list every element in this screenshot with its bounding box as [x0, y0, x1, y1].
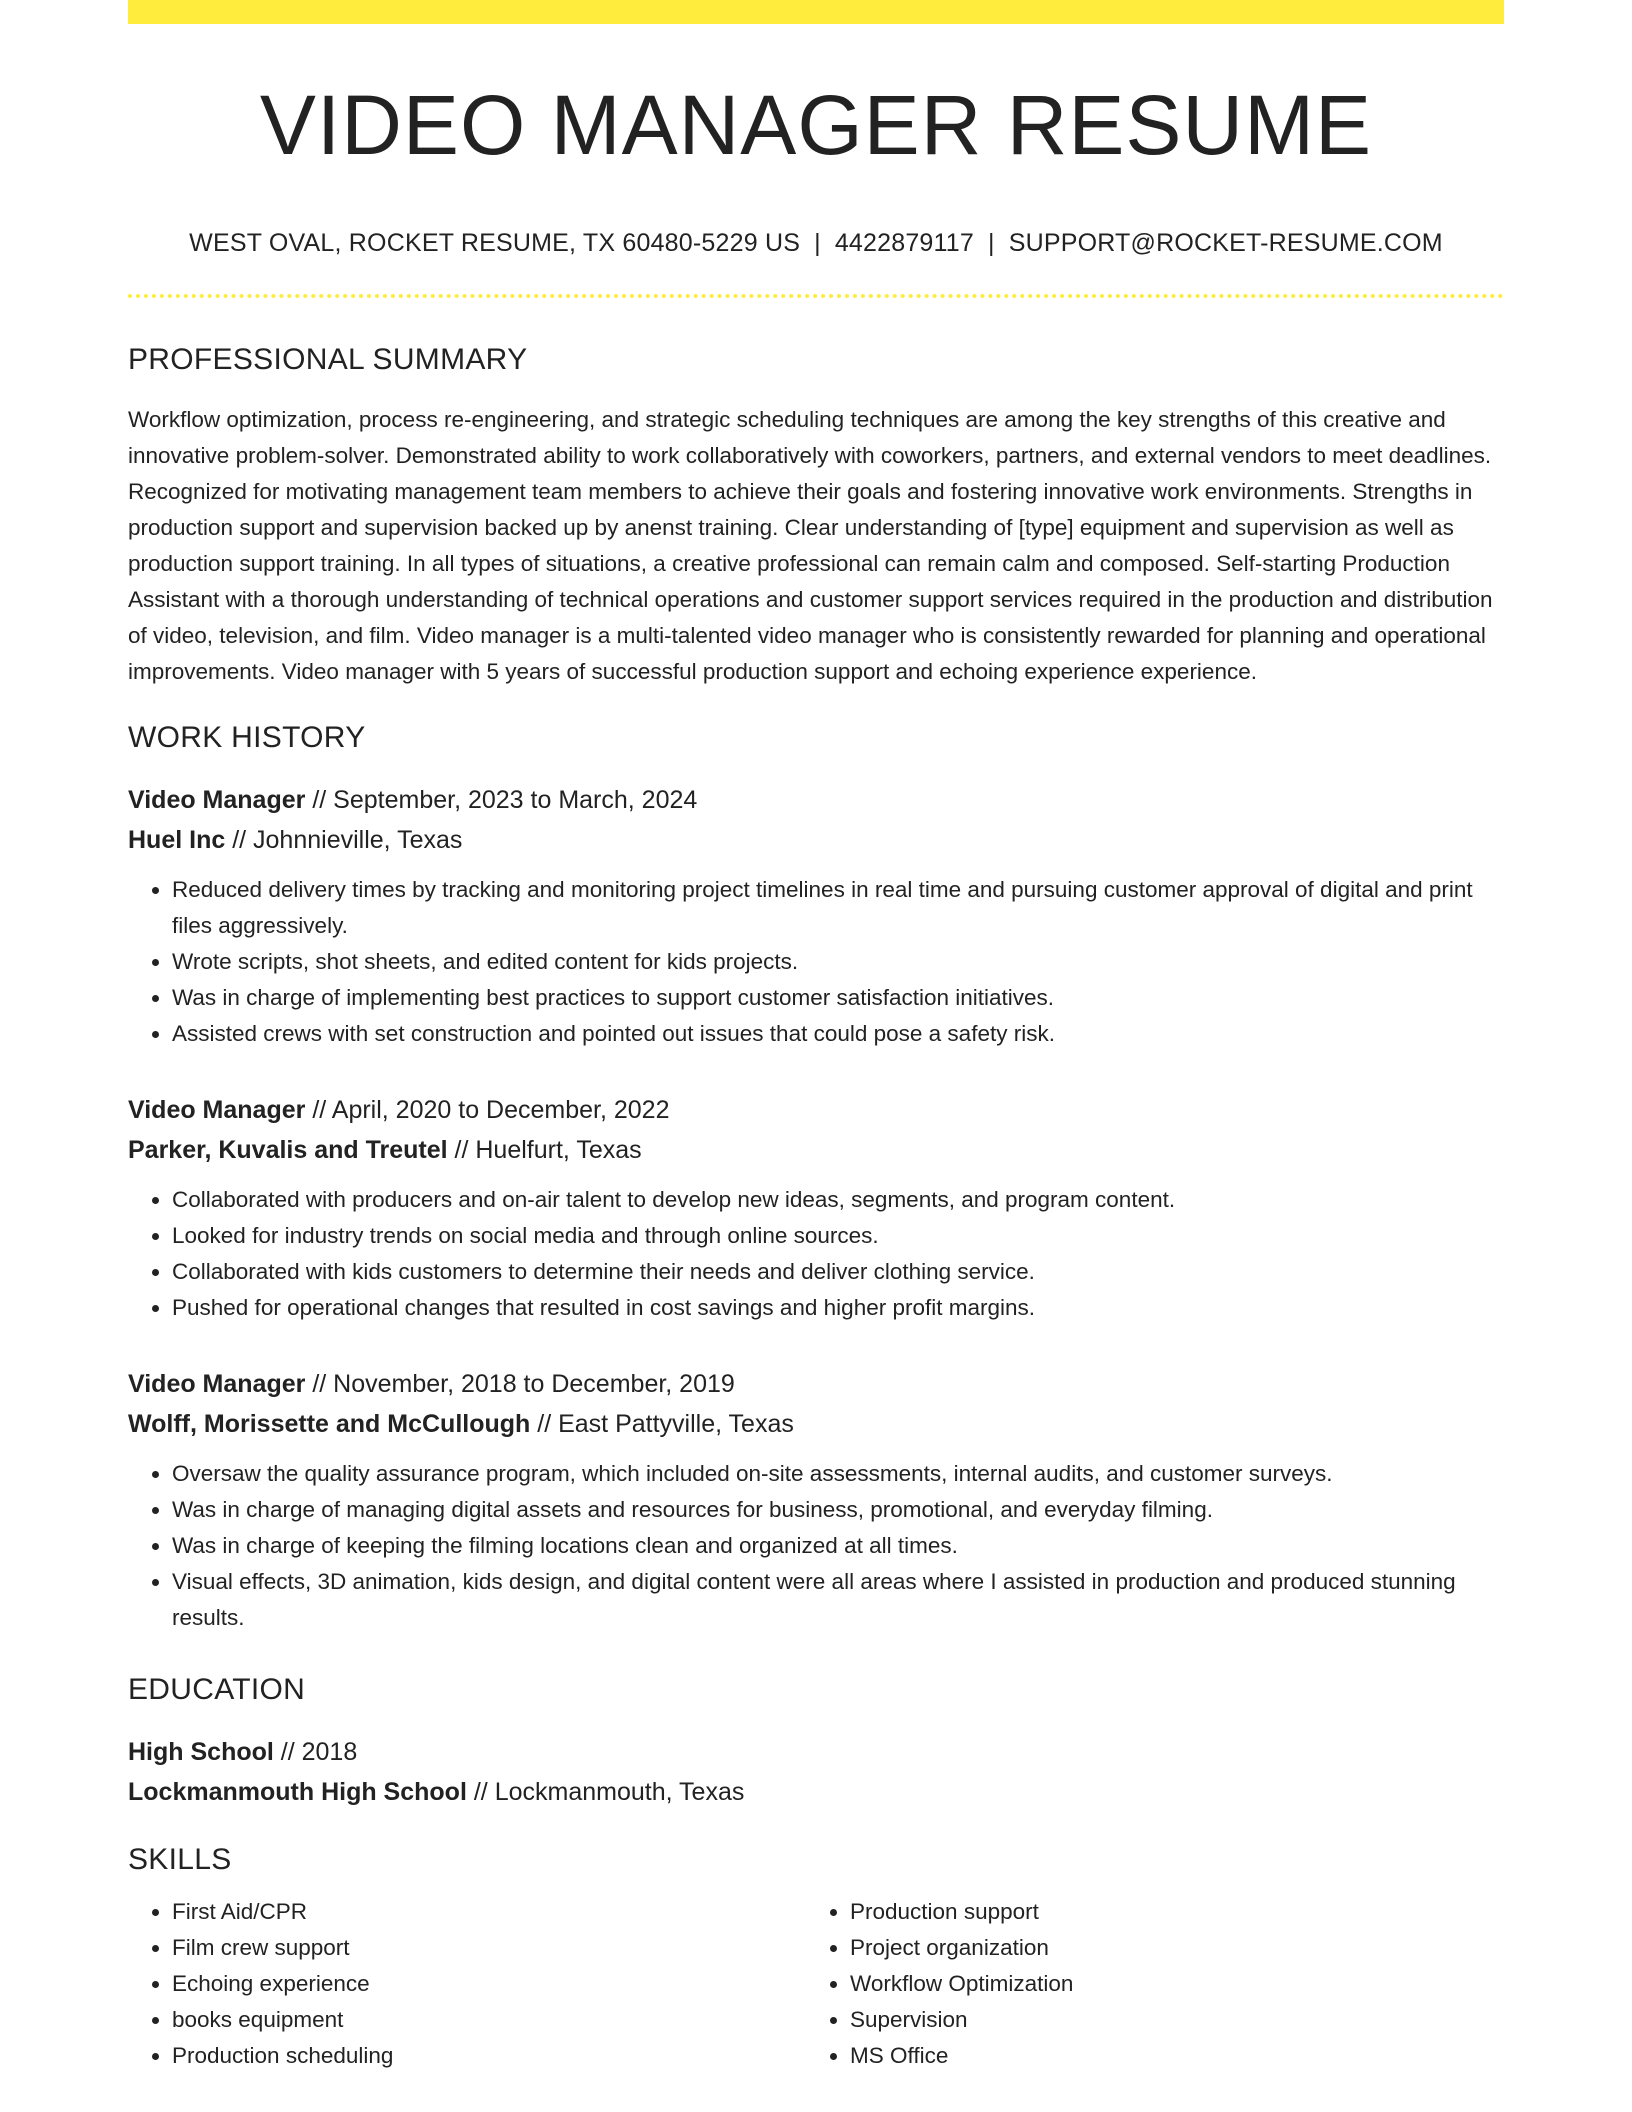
skill-item: • Echoing experience [172, 1966, 806, 2002]
contact-email: SUPPORT@ROCKET-RESUME.COM [1008, 229, 1443, 257]
job-bullets [128, 872, 1504, 1052]
summary-heading: PROFESSIONAL SUMMARY [128, 343, 528, 376]
accent-top-bar [128, 0, 1504, 24]
job-location: // Huelfurt, Texas [447, 1136, 642, 1164]
job-company-line [128, 820, 1504, 860]
skills-grid [128, 1894, 1504, 2074]
dotted-divider [128, 294, 1504, 298]
job-bullet: • Assisted crews with set construction and pointed out issues that could pose a safety risk. [172, 1016, 1504, 1052]
skills-column-right [806, 1894, 1484, 2074]
job-location: // East Pattyville, Texas [530, 1410, 794, 1438]
skill-item: • Project organization [850, 1930, 1484, 1966]
job-bullet: • Wrote scripts, shot sheets, and edited content for kids projects. [172, 944, 1504, 980]
job-bullet: • Was in charge of keeping the filming locations clean and organized at all times. [172, 1528, 1504, 1564]
skills-heading: SKILLS [128, 1843, 232, 1876]
job-bullet: • Looked for industry trends on social media and through online sources. [172, 1218, 1504, 1254]
contact-line [128, 228, 1504, 258]
skill-item: • First Aid/CPR [172, 1894, 806, 1930]
job-company: Wolff, Morissette and McCullough [128, 1410, 531, 1438]
summary-text: Workflow optimization, process re-engineering, and strategic scheduling techniques are among the key strengths of this creative and innovative problem-solver. Demonstrated ability to work collaboratively with coworkers, partners, and external vendors to meet deadlines. Recognized for motivating management team members to achieve their goals and fostering innovative work environments. Strengths in production support and supervision backed up by anenst training. Clear understanding of [type] equipment and supervision as well as production support training. In all types of situations, a creative professional can remain calm and composed. Self-starting Production Assistant with a thorough understanding of technical operations and customer support services required in the production and distribution of video, television, and film. Video manager is a multi-talented video manager who is consistently rewarded for planning and operational improvements. Video manager with 5 years of successful production support and echoing experience experience. [128, 407, 1493, 684]
resume-page [128, 0, 1504, 2074]
job-company-line [128, 1404, 1504, 1444]
contact-phone: 4422879117 [834, 229, 974, 257]
skill-item: • Workflow Optimization [850, 1966, 1484, 2002]
job-bullets [128, 1456, 1504, 1636]
education-degree-line [128, 1732, 1504, 1772]
job-bullet: • Visual effects, 3D animation, kids design, and digital content were all areas where I assisted in production and produced stunning results. [172, 1564, 1504, 1636]
job-role: Video Manager [128, 1096, 306, 1124]
job-entry [128, 780, 1504, 1052]
contact-separator: | [988, 229, 995, 257]
resume-title: VIDEO MANAGER RESUME [259, 78, 1373, 172]
job-bullet: • Collaborated with kids customers to determine their needs and deliver clothing service. [172, 1254, 1504, 1290]
contact-separator: | [814, 229, 821, 257]
skill-item: • Supervision [850, 2002, 1484, 2038]
job-role-line [128, 1090, 1504, 1130]
job-dates: // November, 2018 to December, 2019 [305, 1370, 735, 1398]
job-entry [128, 1364, 1504, 1636]
job-bullet: • Reduced delivery times by tracking and monitoring project timelines in real time and pursuing customer approval of digital and print files aggressively. [172, 872, 1504, 944]
job-company-line [128, 1130, 1504, 1170]
job-role-line [128, 1364, 1504, 1404]
education-heading: EDUCATION [128, 1673, 306, 1706]
education-location: // Lockmanmouth, Texas [466, 1778, 745, 1806]
job-bullet: • Was in charge of implementing best practices to support customer satisfaction initiatives. [172, 980, 1504, 1016]
job-company: Huel Inc [128, 826, 226, 854]
education-school: Lockmanmouth High School [128, 1778, 467, 1806]
job-bullet: • Oversaw the quality assurance program, which included on-site assessments, internal audits, and customer surveys. [172, 1456, 1504, 1492]
job-role: Video Manager [128, 1370, 306, 1398]
job-dates: // September, 2023 to March, 2024 [305, 786, 698, 814]
work-history-heading: WORK HISTORY [128, 721, 366, 754]
skill-item: • Film crew support [172, 1930, 806, 1966]
skill-item: • books equipment [172, 2002, 806, 2038]
job-entry [128, 1090, 1504, 1326]
job-location: // Johnnieville, Texas [225, 826, 463, 854]
job-company: Parker, Kuvalis and Treutel [128, 1136, 448, 1164]
skill-item: • MS Office [850, 2038, 1484, 2074]
contact-address: WEST OVAL, ROCKET RESUME, TX 60480-5229 US [189, 229, 801, 257]
job-bullets [128, 1182, 1504, 1326]
job-role-line [128, 780, 1504, 820]
job-bullet: • Pushed for operational changes that resulted in cost savings and higher profit margins. [172, 1290, 1504, 1326]
job-bullet: • Was in charge of managing digital assets and resources for business, promotional, and everyday filming. [172, 1492, 1504, 1528]
education-degree: High School [128, 1738, 274, 1766]
job-dates: // April, 2020 to December, 2022 [305, 1096, 670, 1124]
skill-item: • Production scheduling [172, 2038, 806, 2074]
skills-column-left [128, 1894, 806, 2074]
education-school-line [128, 1772, 1504, 1812]
job-role: Video Manager [128, 786, 306, 814]
education-entry [128, 1732, 1504, 1812]
job-bullet: • Collaborated with producers and on-air talent to develop new ideas, segments, and program content. [172, 1182, 1504, 1218]
skill-item: • Production support [850, 1894, 1484, 1930]
education-year: // 2018 [273, 1738, 358, 1766]
